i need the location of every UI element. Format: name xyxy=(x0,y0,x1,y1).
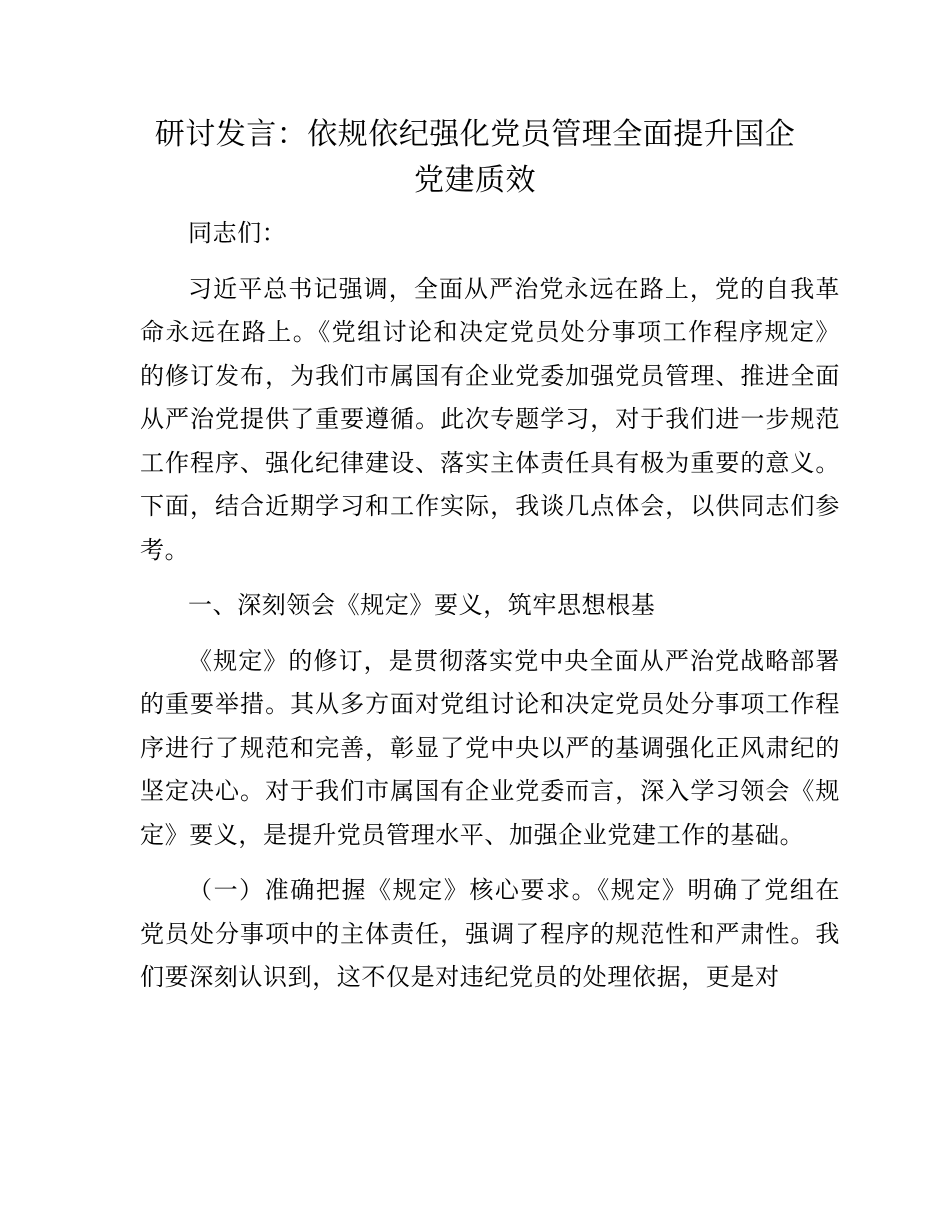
body-paragraph: 《规定》的修订，是贯彻落实党中央全面从严治党战略部署的重要举措。其从多方面对党组讨论和决定党员处分事项工作程序进行了规范和完善，彰显了党中央以严的基调强化正风肃纪的坚定决心。对于我们市属国有企业党委而言，深入学习领会《规定》要义，是提升党员管理水平、加强企业党建工作的基础。 xyxy=(140,646,840,849)
salutation-paragraph: 同志们： xyxy=(188,219,287,247)
intro-paragraph: 习近平总书记强调，全面从严治党永远在路上，党的自我革命永远在路上。《党组讨论和决定党员处分事项工作程序规定》的修订发布，为我们市属国有企业党委加强党员管理、推进全面从严治党提供了重要遵循。此次专题学习，对于我们进一步规范工作程序、强化纪律建设、落实主体责任具有极为重要的意义。下面，结合近期学习和工作实际，我谈几点体会，以供同志们参考。 xyxy=(140,274,840,564)
document-title: 研讨发言：依规依纪强化党员管理全面提升国企党建质效 xyxy=(154,117,796,198)
document-body xyxy=(140,212,840,1012)
body-paragraph: （一）准确把握《规定》核心要求。《规定》明确了党组在党员处分事项中的主体责任，强调了程序的规范性和严肃性。我们要深刻认识到，这不仅是对违纪党员的处理依据，更是对 xyxy=(140,876,840,991)
section-heading: 一、深刻领会《规定》要义，筑牢思想根基 xyxy=(188,591,656,619)
